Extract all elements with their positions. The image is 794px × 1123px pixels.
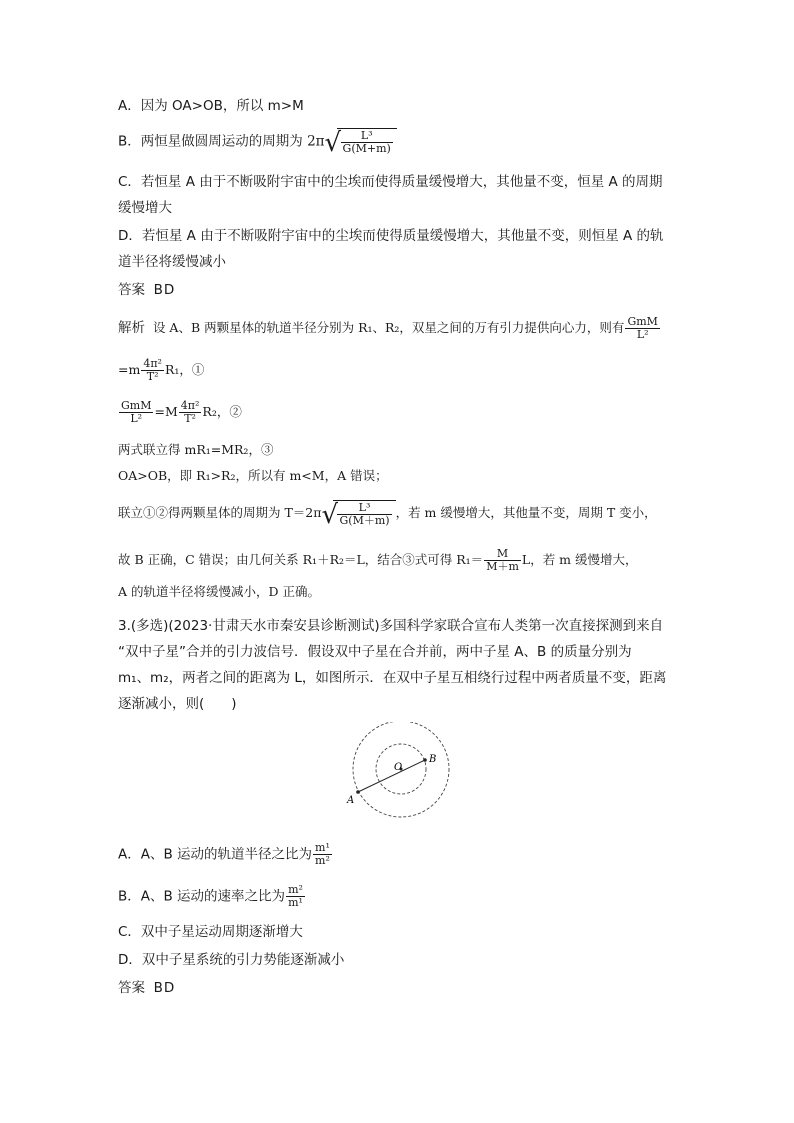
analysis-label: 解析 (118, 320, 145, 336)
analysis-text: 设 A、B 两颗星体的轨道半径分别为 R₁、R₂，双星之间的万有引力提供向心力，则有 (152, 320, 625, 335)
fraction-numerator: L³ (341, 130, 393, 143)
q3-stem-line3: m₁、m₂，两者之间的距离为 L，如图所示．在双中子星互相绕行过程中两者质量不变，距离 (118, 670, 667, 686)
analysis-line3 (118, 400, 242, 425)
fraction-numerator: M (484, 548, 521, 561)
fraction (484, 548, 521, 573)
fraction-denominator: m² (315, 854, 330, 867)
fraction (625, 316, 659, 341)
q3-stem-line4: 逐渐减小，则( ) (118, 696, 237, 712)
fraction (141, 358, 164, 383)
equation-text: =m (118, 362, 141, 377)
option-text: A．A、B 运动的轨道半径之比为 (118, 846, 313, 863)
fraction (179, 400, 202, 425)
answer-value: BD (153, 282, 176, 298)
answer-label: 答案 (118, 980, 145, 996)
fraction-numerator: m² (288, 883, 303, 896)
q3-option-c: C．双中子星运动周期逐渐增大 (118, 924, 303, 940)
answer-value: BD (153, 980, 176, 996)
fraction-numerator: GmM (627, 315, 658, 328)
option-b (118, 128, 397, 158)
option-text: B．A、B 运动的速率之比为 (118, 888, 286, 905)
fraction-denominator: m¹ (288, 896, 303, 909)
analysis-line8: A 的轨道半径将缓慢减小，D 正确。 (118, 584, 320, 599)
answer-line (118, 280, 175, 300)
fraction-numerator: 4π² (180, 399, 200, 412)
fraction-denominator: L² (130, 412, 143, 425)
option-b-text: B．两恒星做圆周运动的周期为 (118, 133, 303, 150)
answer-label: 答案 (118, 282, 145, 298)
fraction-denominator: T² (146, 370, 159, 383)
equation-text: =M (154, 404, 178, 419)
equation-text: R₁，① (164, 362, 205, 377)
fraction (341, 130, 393, 155)
q3-stem-line1: 3.(多选)(2023·甘肃天水市秦安县诊断测试)多国科学家联合宣布人类第一次直接探测到来自 (118, 618, 664, 634)
equation-text: R₂，② (202, 404, 242, 419)
option-d-line2: 道半径将缓慢减小 (118, 254, 226, 270)
label-b: B (429, 754, 437, 765)
analysis-line6 (118, 500, 657, 530)
fraction (337, 502, 391, 527)
option-c-line2: 缓慢增大 (118, 200, 172, 216)
binary-star-orbit-diagram (346, 722, 456, 832)
fraction (119, 400, 153, 425)
sqrt-sign: √ (324, 128, 342, 158)
star-b-point (423, 758, 427, 762)
fraction-numerator: L³ (337, 502, 391, 515)
sqrt-radicand (337, 128, 397, 155)
analysis-line7 (118, 548, 638, 573)
fraction-numerator: 4π² (143, 357, 162, 370)
fraction-denominator: T² (184, 412, 196, 425)
option-d-line1: D．若恒星 A 由于不断吸附宇宙中的尘埃而使得质量缓慢增大，其他量不变，则恒星 A 的轨 (118, 228, 664, 244)
q3-option-d: D．双中子星系统的引力势能逐渐减小 (118, 952, 345, 968)
equation-text: 故 B 正确，C 错误；由几何关系 R₁＋R₂＝L，结合③式可得 R₁＝ (118, 552, 484, 567)
option-a: A．因为 OA>OB，所以 m>M (118, 98, 304, 114)
analysis-line4: 两式联立得 mR₁=MR₂，③ (118, 442, 274, 457)
analysis-line1 (118, 316, 661, 341)
q3-answer-line (118, 978, 175, 998)
sqrt-radicand (333, 500, 395, 527)
fraction-denominator: G(M+m) (342, 142, 391, 155)
q3-option-b (118, 884, 306, 909)
fraction-denominator: L² (636, 328, 649, 341)
fraction (286, 884, 305, 909)
fraction-denominator: G(M＋m) (339, 514, 390, 527)
sqrt-expression (321, 500, 395, 530)
sqrt-expression (324, 128, 397, 158)
q3-stem-line2: “双中子星”合并的引力波信号．假设双中子星在合并前，两中子星 A、B 的质量分别为 (118, 644, 632, 660)
connecting-line (358, 760, 425, 792)
fraction-numerator: GmM (121, 399, 152, 412)
fraction-numerator: m¹ (315, 841, 330, 854)
equation-text: 联立①②得两颗星体的周期为 T＝2π (118, 505, 322, 520)
equation-text: L，若 m 缓慢增大， (521, 552, 638, 567)
star-a-point (356, 790, 360, 794)
period-coefficient: 2π (307, 133, 325, 150)
option-c-line1: C．若恒星 A 由于不断吸附宇宙中的尘埃而使得质量缓慢增大，其他量不变，恒星 A 的周期 (118, 174, 663, 190)
label-o: O (394, 762, 403, 773)
fraction-denominator: M＋m (486, 560, 519, 573)
equation-text: ，若 m 缓慢增大，其他量不变，周期 T 变小， (395, 505, 657, 520)
fraction (313, 842, 332, 867)
sqrt-sign: √ (321, 500, 339, 530)
label-a: A (347, 795, 355, 806)
q3-option-a (118, 842, 333, 867)
analysis-line2 (118, 358, 204, 383)
analysis-line5: OA>OB，即 R₁>R₂，所以有 m<M，A 错误； (118, 468, 388, 483)
